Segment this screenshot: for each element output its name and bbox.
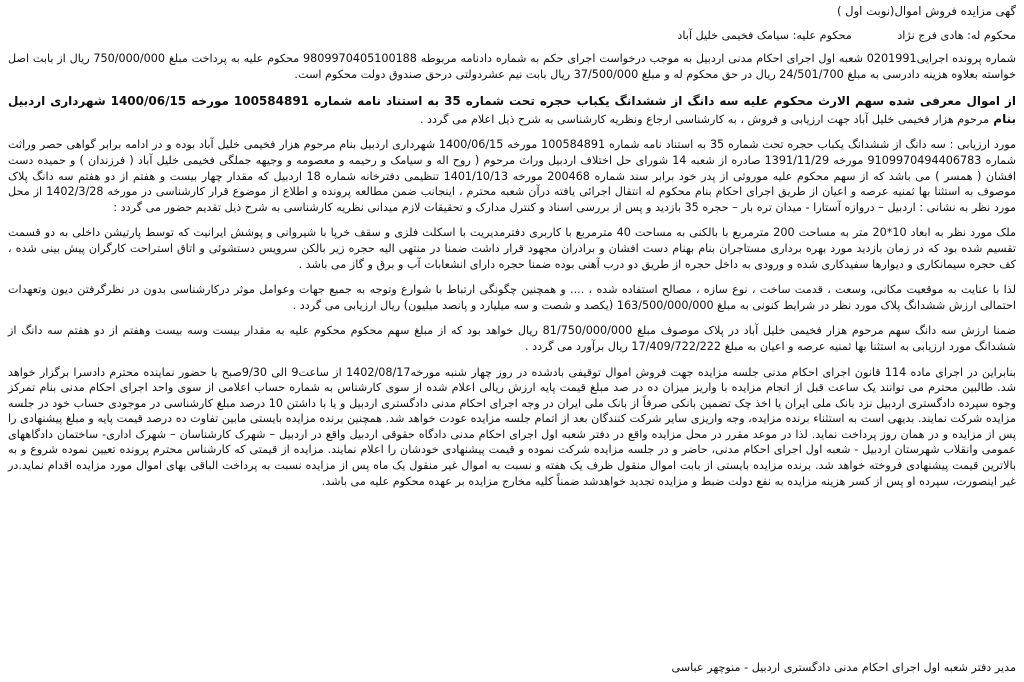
subject-heading: از اموال معرفی شده سهم الارث محکوم علیه سه دانگ از ششدانگ یکباب حجره تحت شماره 35 به استناد نامه شماره 100584891 مورخه 1400/06/15 شهرداری اردبیل بنام <box>8 94 1017 127</box>
subject-paragraph <box>8 92 1016 129</box>
case-intro-paragraph: شماره پرونده اجرایی0201991 شعبه اول اجرای احکام مدنی اردبیل به موجب درخواست اجرای حکم به شماره دادنامه مربوطه 9809970405100188 محکوم علیه به پرداخت مبلغ 750/000/000 ریال از بابت اصل خواسته بعلاوه هزینه دادرسی به مبلغ 24/501/700 ریال در حق محکوم له و مبلغ 37/500/000 ریال بابت نیم عشردولتی درحق صندوق دولت محکوم است. <box>8 52 1016 81</box>
parties-line <box>8 28 1016 44</box>
signature-line: مدیر دفتر شعبه اول اجرای احکام مدنی دادگستری اردبیل - منوچهر عباسی <box>671 661 1016 675</box>
share-value-paragraph: ضمنا ارزش سه دانگ سهم مرحوم هزار فخیمی خلیل آباد در پلاک موصوف مبلغ 81/750/000/000 ریال خواهد بود که از مبلغ سهم محکوم محکوم علیه به مقدار بیست وسه بیست وهفتم از دو هفتم سه دانگ از ششدانگ مورد ارزیابی به استثنا بها ثمنیه عرصه و اعیان به مبلغ 17/409/722/222 ریال برآورد می گردد . <box>8 324 1016 353</box>
auction-terms-paragraph: بنابراین در اجرای ماده 114 قانون اجرای احکام مدنی جلسه مزایده جهت فروش اموال توقیفی بادشده در روز چهار شنبه مورخه1402/08/17 از ساعت9 الی 9/30صبح با حضور نماینده محترم دادسرا برگزار خواهد شد. طالبین محترم می توانند یک ساعت قبل از انجام مزایده با واریز میزان ده در صد مبلغ قیمت پایه ارزش ریالی اعلام شده از سوی کارشناس به شماره حساب اعلامی از سوی واحد اجرای احکام مدنی بنام تمرکز وجوه سپرده دادگستری اردبیل نزد بانک ملی ایران یا اخذ چک تضمین بانکی صرفاً از بانک ملی ایران در وجه اجرای احکام مدنی دادگستری اردبیل و یا با داشتن 10 درصد مبلغ کارشناسی در موجودی حساب خود در جلسه مزایده شرکت نمایند. بدیهی است به استثناء برنده مزایده، وجه واریزی سایر شرکت کنندگان بعد از اتمام جلسه مزایده عودت خواهد شد. همچنین برنده مزایده بایستی مابین تفاوت ده درصد قیمت پایه و مبلغ پیشنهادی را پس از مزایده و در همان روز پرداخت نماید. لذا در موعد مقرر در محل مزایده واقع در دفتر شعبه اول اجرای احکام مدنی دادگاه حقوقی اردبیل واقع در اردبیل – شهرک کارشناسان – شهرک اداری- ساختمان دادگاههای عمومی وانقلاب شهرستان اردبیل - شعبه اول اجرای احکام مدنی، حاضر و در جلسه مزایده شرکت نموده و قیمت پیشنهادی خودشان را اعلام نمایند. مزایده از قیمتی که کارشناس محترم پرونده تعیین نموده شروع و به بالاترین قیمت پیشنهادی فروخته خواهد شد. برنده مزایده بایستی از بابت اموال منقول ظرف یک هفته و نسبت به اموال غیر منقول یک ماه پس از مزایده نسبت به پرداخت الباقی بهای اموال مورد مزایده اقدام نماید.در غیر اینصورت، سپرده او پس از کسر هزینه مزایده به نفع دولت ضبط و مزایده تجدید خواهدشد ضمناً کلیه مخارج مزایده بر عهده محکوم علیه می باشد. <box>8 365 1017 488</box>
valuation-paragraph: لذا با عنایت به موقعیت مکانی، وسعت ، قدمت ساخت ، نوع سازه ، مصالح استفاده شده ، .... و همچنین چگونگی ارتباط با شوارع وتوجه به جمیع جهات وعوامل موثر درکارشناسی بدون در نظرگرفتن دیون وتعهدات احتمالی ارزش ششدانگ پلاک مورد نظر در شرایط کنونی به مبلغ 163/500/000/000 (یکصد و شصت و سه میلیارد و پانصد میلیون) ریال ارزیابی می گردد . <box>8 283 1016 312</box>
notice-title: گهی مزایده فروش اموال(نوبت اول ) <box>836 4 1016 18</box>
judgment-creditor: محکوم له: هادی فرج نژاد <box>897 28 1016 42</box>
appraisal-paragraph: مورد ارزیابی : سه دانگ از ششدانگ یکباب حجره تحت شماره 35 به استناد نامه شماره 100584891 مورخه 1400/06/15 شهرداری اردبیل بنام مرحوم هزار فخیمی خلیل آباد بوده و در ادامه برابر گواهی حصر وراثت شماره 9109970494406783 مورخه 1391/11/29 صادره از شعبه 14 شورای حل اختلاف اردبیل وراث مرحوم ( روح اله و سیامک و رحیمه و معصومه و وجیهه جملگی فخیمی خلیل آباد ( فرزندان ) و حمیده دست افشان ( همسر ) می باشد که از سهم محکوم علیه موروثی از پدر خود برابر سند شماره 200468 مورخه 1401/10/13 تنظیمی دفترخانه شماره 18 اردبیل که مقدار چهار بیست و هفتم از دو هفتم سه دانگ پلاک موصوف به استثنا بها ثمنیه عرصه و اعیان از طریق اجرای احکام بنام محکوم له انتقال اجرائی یافته درآن شعبه محترم ، اینجانب ضمن مطالعه پرونده و اطلاع از موضوع قرار کارشناسی در مورخه 1402/3/28 از محل مورد نظر به نشانی : اردبیل – دروازه آستارا - میدان تره بار – حجره 35 بازدید و پس از بررسی اسناد و کنترل مدارک و تحقیقات لازم میدانی نظریه کارشناسی به شرح ذیل تقدیم حضور می گردد : <box>8 138 1017 214</box>
property-description-paragraph: ملک مورد نظر به ابعاد 10*20 متر به مساحت 200 مترمربع با بالکنی به مساحت 40 مترمربع با کاربری دفترمدیریت با اسکلت فلزی و سقف خرپا با شیروانی و پوشش ایرانیت که توسط پارتیشن داخلی به دو قسمت تقسیم شده بود که در زمان بازدید مورد بهره برداری مستاجران بنام بهنام دست افشان و برادران مجهود قرار داشت ضمنا در منتهی الیه حجره زیر بالکن سرویس دستشوئی و اتاق استراحت کارگران پیش بینی شده ، کف حجره سیمانکاری و دیوارها سفیدکاری شده و ورودی به داخل حجره از طریق دو درب آهنی بوده ضمنا حجره دارای انشعابات آب و برق و گاز می باشد . <box>8 226 1017 271</box>
judgment-debtor: محکوم علیه: سیامک فخیمی خلیل آباد <box>677 28 852 42</box>
subject-continuation: مرحوم هزار فخیمی خلیل آباد جهت ارزیابی و فروش ، به کارشناسی ارجاع ونظریه کارشناسی به شرح ذیل اعلام می گردد . <box>419 113 990 127</box>
auction-notice-document <box>8 4 1016 678</box>
